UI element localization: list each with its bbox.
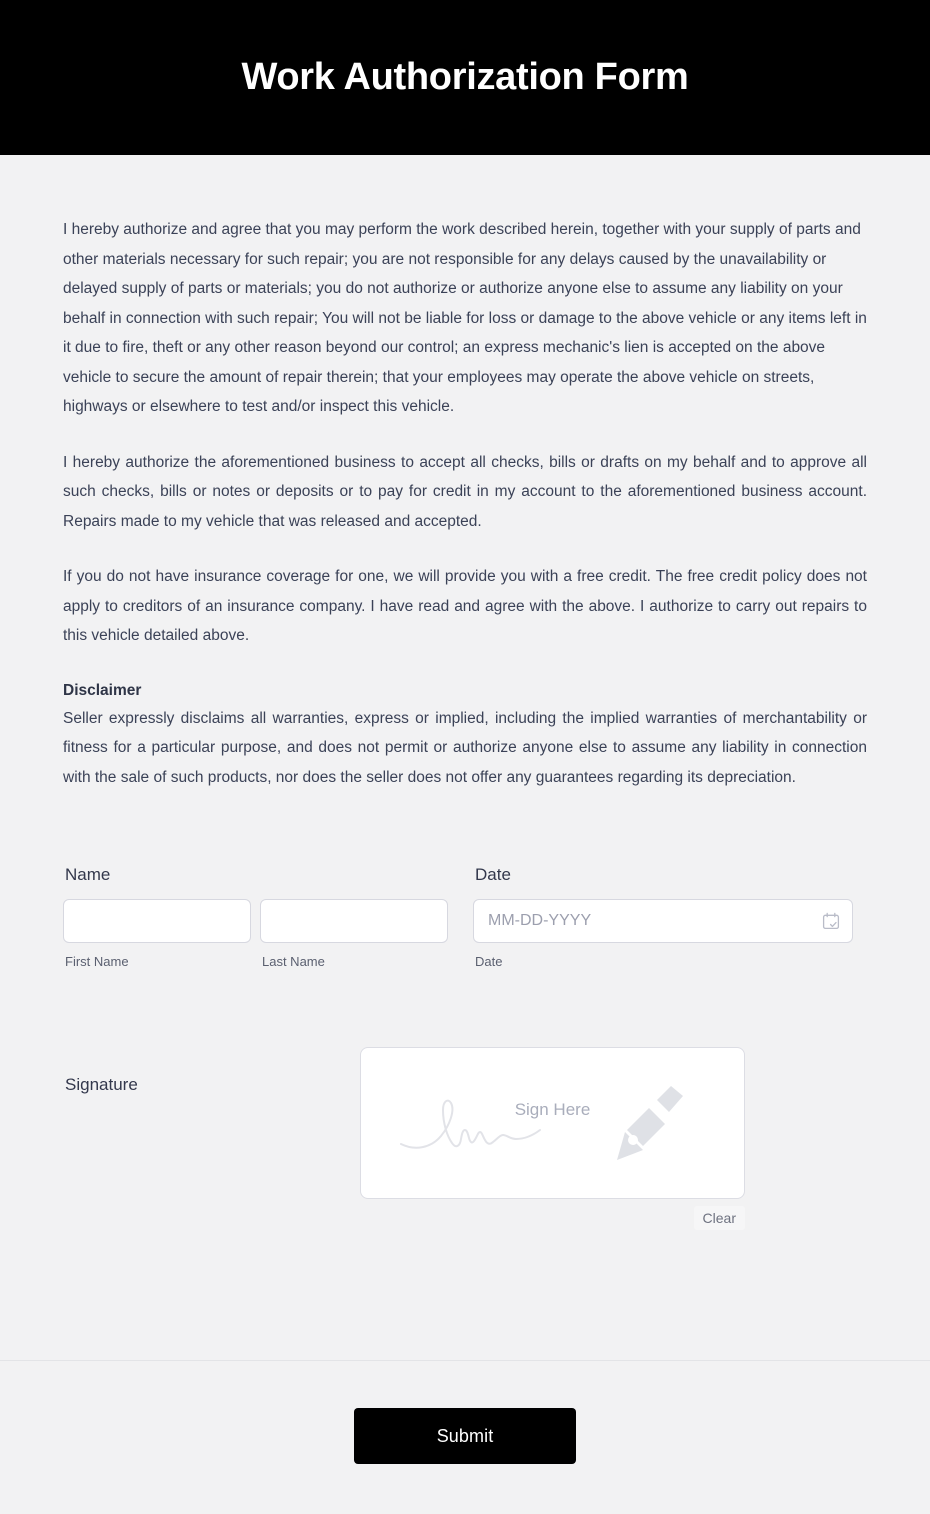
date-sublabel: Date xyxy=(475,954,503,969)
legal-paragraph-1: I hereby authorize and agree that you may perform the work described herein, together with your supply of parts and other materials necessary for such repair; you are not responsible for any delays caused by the unavailability or delayed supply of parts or materials; you do not authorize or authorize anyone else to assume any liability on your behalf in connection with such repair; You will not be liable for loss or damage to the above vehicle or any items left in it due to fire, theft or any other reason beyond our control; an express mechanic's lien is accepted on the above vehicle to secure the amount of repair therein; that your employees may operate the above vehicle on streets, highways or elsewhere to test and/or inspect this vehicle. xyxy=(63,221,867,415)
date-field-label: Date xyxy=(475,865,511,884)
name-sublabels xyxy=(63,943,448,969)
signature-field-label: Signature xyxy=(65,1075,138,1094)
form-footer xyxy=(0,1360,930,1514)
signature-pad[interactable] xyxy=(360,1047,745,1199)
submit-button[interactable]: Submit xyxy=(354,1408,576,1464)
form-header xyxy=(0,0,930,155)
signature-row xyxy=(63,1047,867,1230)
legal-paragraph-3: If you do not have insurance coverage for one, we will provide you with a free credit. The free credit policy does not apply to creditors of an insurance company. I have read and agree with the above. I authorize to carry out repairs to this vehicle detailed above. xyxy=(63,568,867,644)
clear-signature-button[interactable]: Clear xyxy=(694,1206,745,1230)
disclaimer-heading: Disclaimer xyxy=(63,681,142,699)
name-field-label: Name xyxy=(65,865,111,884)
clear-row xyxy=(360,1206,745,1230)
name-field-group xyxy=(63,864,448,969)
signature-column xyxy=(360,1047,745,1230)
last-name-sublabel: Last Name xyxy=(262,954,325,969)
page-title: Work Authorization Form xyxy=(241,55,689,98)
disclaimer-text: Seller expressly disclaims all warranties, express or implied, including the implied warranties of merchantability or fitness for a particular purpose, and does not permit or authorize anyone else to assume any liability in connection with the sale of such products, nor does the seller does not offer any guarantees regarding its depreciation. xyxy=(63,709,867,786)
pen-nib-icon xyxy=(617,1086,683,1160)
date-input[interactable] xyxy=(473,899,853,943)
date-input-wrapper xyxy=(473,899,853,943)
form-body xyxy=(0,155,930,1314)
date-field-group xyxy=(473,864,853,969)
name-inputs xyxy=(63,899,448,943)
legal-paragraph-2: I hereby authorize the aforementioned business to accept all checks, bills or drafts on my behalf and to approve all such checks, bills or notes or deposits or to pay for credit in my account to the aforementioned business account. Repairs made to my vehicle that was released and accepted. xyxy=(63,453,867,530)
fields-row xyxy=(63,864,867,969)
signature-squiggle-icon xyxy=(399,1086,709,1166)
first-name-sublabel: First Name xyxy=(65,954,129,969)
first-name-input[interactable] xyxy=(63,899,251,943)
last-name-input[interactable] xyxy=(260,899,448,943)
disclaimer-block xyxy=(63,677,867,793)
sign-here-hint: Sign Here xyxy=(514,1100,591,1119)
